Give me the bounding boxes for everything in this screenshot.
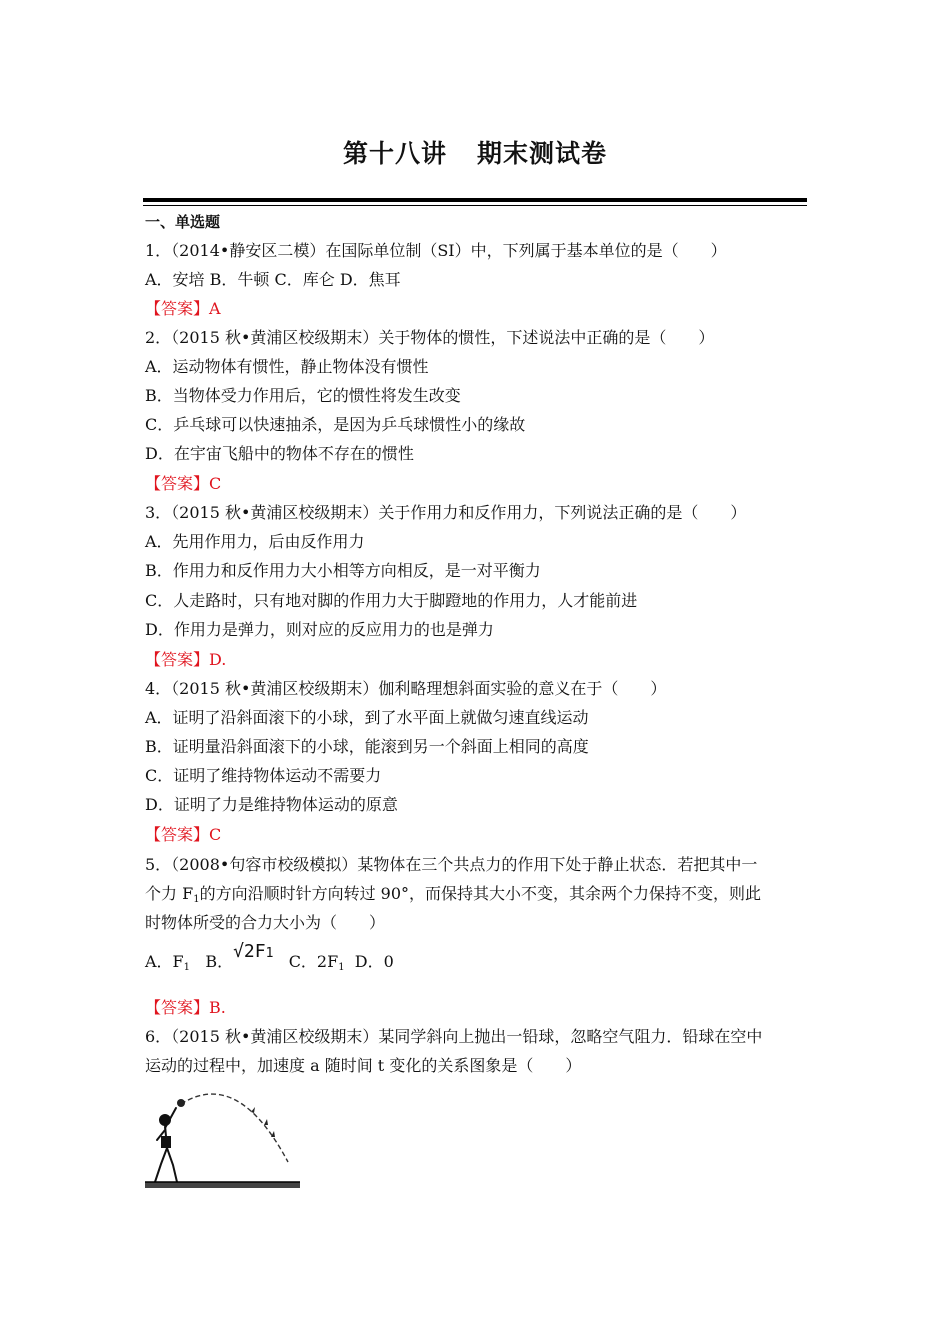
q5-options: A．$F_1$ B．√2F1 C．$2F_1$ D．0: [145, 941, 394, 973]
q1-answer: 【答案】A: [145, 299, 221, 318]
q4-option-c: C．证明了维持物体运动不需要力: [145, 766, 382, 785]
q5-stem-line2: 个力 $F_1$的方向沿顺时针方向转过 90°，而保持其大小不变，其余两个力保持不变，则此: [145, 884, 762, 905]
q3-option-d: D．作用力是弹力，则对应的反应用力的也是弹力: [145, 620, 494, 639]
q3-option-c: C．人走路时，只有地对脚的作用力大于脚蹬地的作用力，人才能前进: [145, 591, 638, 610]
shot-ball-icon: [177, 1099, 185, 1107]
q5-sqrt-formula: √2F1: [233, 941, 274, 962]
q4-answer: 【答案】C: [145, 825, 222, 844]
q5-stem-line1: 5．（2008•句容市校级模拟）某物体在三个共点力的作用下处于静止状态．若把其中一: [145, 855, 758, 874]
trajectory-dashed-path: [181, 1094, 288, 1162]
q2-option-a: A．运动物体有惯性，静止物体没有惯性: [145, 357, 429, 376]
q6-stem-line2: 运动的过程中，加速度 a 随时间 t 变化的关系图象是（ ）: [145, 1056, 582, 1075]
trajectory-arrow-1: [251, 1107, 255, 1113]
section-heading: 一、单选题: [145, 213, 221, 231]
q5-stem-line3: 时物体所受的合力大小为（ ）: [145, 913, 386, 932]
title-exam: 期末测试卷: [477, 139, 608, 168]
shot-put-figure: [143, 1090, 303, 1194]
q2-option-c: C．乒乓球可以快速抽杀，是因为乒乓球惯性小的缘故: [145, 415, 526, 434]
title-lecture: 第十八讲: [342, 139, 447, 168]
q1-stem: 1．（2014•静安区二模）在国际单位制（SI）中，下列属于基本单位的是（ ）: [145, 241, 727, 260]
title-rule-thick: [143, 198, 807, 202]
q2-option-b: B．当物体受力作用后，它的惯性将发生改变: [145, 386, 461, 405]
q4-option-d: D．证明了力是维持物体运动的原意: [145, 795, 398, 814]
athlete-icon: [155, 1108, 177, 1182]
ground-hatch: [145, 1182, 300, 1188]
q4-option-b: B．证明量沿斜面滚下的小球，能滚到另一个斜面上相同的高度: [145, 737, 589, 756]
q2-stem: 2．（2015 秋•黄浦区校级期末）关于物体的惯性，下述说法中正确的是（ ）: [145, 328, 715, 347]
q5-answer: 【答案】B.: [145, 998, 226, 1017]
trajectory-arrow-2: [264, 1119, 268, 1125]
q2-answer: 【答案】C: [145, 474, 222, 493]
q3-answer: 【答案】D.: [145, 650, 227, 669]
q4-stem: 4．（2015 秋•黄浦区校级期末）伽利略理想斜面实验的意义在于（ ）: [145, 679, 667, 698]
q6-stem-line1: 6．（2015 秋•黄浦区校级期末）某同学斜向上抛出一铅球，忽略空气阻力．铅球在空中: [145, 1027, 763, 1046]
q3-stem: 3．（2015 秋•黄浦区校级期末）关于作用力和反作用力，下列说法正确的是（ ）: [145, 503, 747, 522]
page-title: [0, 134, 950, 170]
q2-option-d: D．在宇宙飞船中的物体不存在的惯性: [145, 444, 414, 463]
q1-options: A．安培 B．牛顿 C．库仑 D．焦耳: [145, 270, 401, 289]
title-rule-thin: [143, 205, 807, 206]
q4-option-a: A．证明了沿斜面滚下的小球，到了水平面上就做匀速直线运动: [145, 708, 589, 727]
q3-option-b: B．作用力和反作用力大小相等方向相反，是一对平衡力: [145, 561, 541, 580]
q3-option-a: A．先用作用力，后由反作用力: [145, 532, 365, 551]
